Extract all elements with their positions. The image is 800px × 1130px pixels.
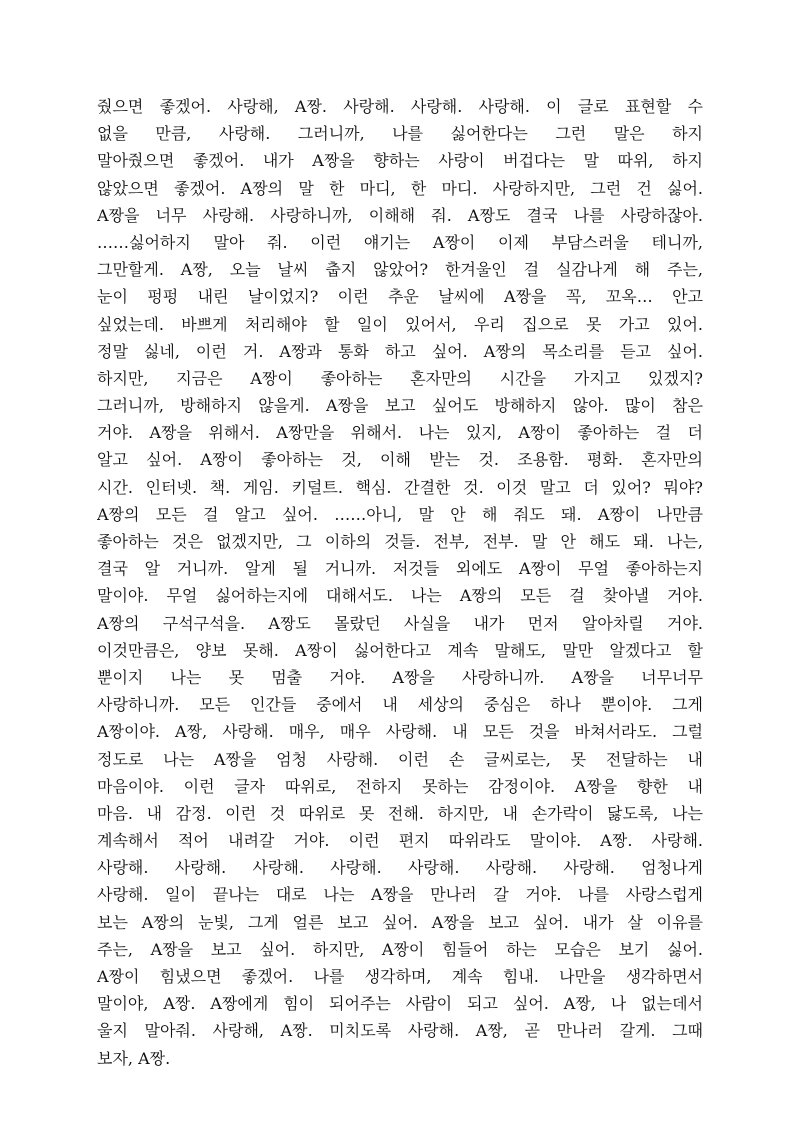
letter-line: 싶었는데. 바쁘게 처리해야 할 일이 있어서, 우리 집으로 못 가고 있어. [97, 314, 703, 334]
letter-line: 하지만, 지금은 A짱이 좋아하는 혼자만의 시간을 가지고 있겠지? [97, 368, 703, 388]
letter-line: 없을 만큼, 사랑해. 그러니까, 나를 싫어한다는 그런 말은 하지 [97, 124, 703, 144]
letter-line: 좋아하는 것은 없겠지만, 그 이하의 것들. 전부, 전부. 말 안 해도 돼. 나는, [97, 532, 703, 551]
letter-line: 그러니까, 방해하지 않을게. A짱을 보고 싶어도 방해하지 않아. 많이 참은 [97, 396, 703, 416]
letter-line: 보는 A짱의 눈빛, 그게 얼른 보고 싶어. A짱을 보고 싶어. 내가 살 이유를 [97, 912, 703, 932]
letter-line: 사랑해. 일이 끝나는 대로 나는 A짱을 만나러 갈 거야. 나를 사랑스럽게 [97, 885, 703, 905]
letter-line: 알고 싶어. A짱이 좋아하는 것, 이해 받는 것. 조용함. 평화. 혼자만의 [97, 450, 703, 470]
letter-line-last: 보자, A짱. [97, 1048, 171, 1068]
letter-line: 그만할게. A짱, 오늘 날씨 춥지 않았어? 한겨울인 걸 실감나게 해 주는, [97, 260, 703, 280]
letter-line: 않았으면 좋겠어. A짱의 말 한 마디, 한 마디. 사랑하지만, 그런 건 싫어. [97, 178, 703, 198]
letter-line: 마음이야. 이런 글자 따위로, 전하지 못하는 감정이야. A짱을 향한 내 [97, 776, 703, 796]
letter-line: 계속해서 적어 내려갈 거야. 이런 편지 따위라도 말이야. A짱. 사랑해. [97, 831, 703, 851]
letter-line: A짱이야. A짱, 사랑해. 매우, 매우 사랑해. 내 모든 것을 바쳐서라도. 그럴 [97, 722, 703, 742]
letter-line: 거야. A짱을 위해서. A짱만을 위해서. 나는 있지, A짱이 좋아하는 걸 더 [97, 423, 703, 443]
letter-line: 주는, A짱을 보고 싶어. 하지만, A짱이 힘들어 하는 모습은 보기 싫어. [97, 939, 703, 959]
letter-line: 뿐이지 나는 못 멈출 거야. A짱을 사랑하니까. A짱을 너무너무 [97, 667, 703, 687]
letter-line: 울지 말아줘. 사랑해, A짱. 미치도록 사랑해. A짱, 곧 만나러 갈게. 그때 [97, 1021, 703, 1041]
letter-line: 줬으면 좋겠어. 사랑해, A짱. 사랑해. 사랑해. 사랑해. 이 글로 표현할 수 [97, 97, 703, 116]
letter-line: 마음. 내 감정. 이런 것 따위로 못 전해. 하지만, 내 손가락이 닳도록, 나는 [97, 803, 703, 823]
letter-line: A짱의 모든 걸 알고 싶어. ……아니, 말 안 해 줘도 돼. A짱이 나만큼 [97, 504, 703, 524]
letter-line: ……싫어하지 말아 줘. 이런 얘기는 A짱이 이제 부담스러울 테니까, [97, 232, 703, 252]
letter-line: 눈이 펑펑 내린 날이었지? 이런 추운 날씨에 A짱을 꼭, 꼬옥… 안고 [97, 287, 703, 307]
letter-line: 정도로 나는 A짱을 엄청 사랑해. 이런 손 글씨로는, 못 전달하는 내 [97, 749, 703, 769]
letter-body [97, 93, 703, 1072]
letter-line: 시간. 인터넷. 책. 게임. 키덜트. 핵심. 간결한 것. 이것 말고 더 있어? 뭐야? [97, 477, 703, 497]
letter-line: A짱이 힘냈으면 좋겠어. 나를 생각하며, 계속 힘내. 나만을 생각하면서 [97, 967, 703, 986]
letter-line: 말이야. 무얼 싫어하는지에 대해서도. 나는 A짱의 모든 걸 찾아낼 거야. [97, 586, 703, 606]
letter-line: 이것만큼은, 양보 못해. A짱이 싫어한다고 계속 말해도, 말만 알겠다고 할 [97, 640, 703, 660]
letter-line: 사랑해. 사랑해. 사랑해. 사랑해. 사랑해. 사랑해. 사랑해. 엄청나게 [97, 858, 703, 878]
letter-line: 정말 싫네, 이런 거. A짱과 통화 하고 싶어. A짱의 목소리를 듣고 싶어. [97, 341, 703, 361]
letter-line: 결국 알 거니까. 알게 될 거니까. 저것들 외에도 A짱이 무얼 좋아하는지 [97, 559, 703, 579]
letter-line: 말이야, A짱. A짱에게 힘이 되어주는 사람이 되고 싶어. A짱, 나 없는데서 [97, 994, 703, 1014]
letter-line: A짱의 구석구석을. A짱도 몰랐던 사실을 내가 먼저 알아차릴 거야. [97, 613, 703, 633]
letter-line: 사랑하니까. 모든 인간들 중에서 내 세상의 중심은 하나 뿐이야. 그게 [97, 695, 703, 715]
letter-line: A짱을 너무 사랑해. 사랑하니까, 이해해 줘. A짱도 결국 나를 사랑하잖아. [97, 205, 703, 225]
letter-line: 말아줬으면 좋겠어. 내가 A짱을 향하는 사랑이 버겁다는 말 따위, 하지 [97, 151, 703, 171]
